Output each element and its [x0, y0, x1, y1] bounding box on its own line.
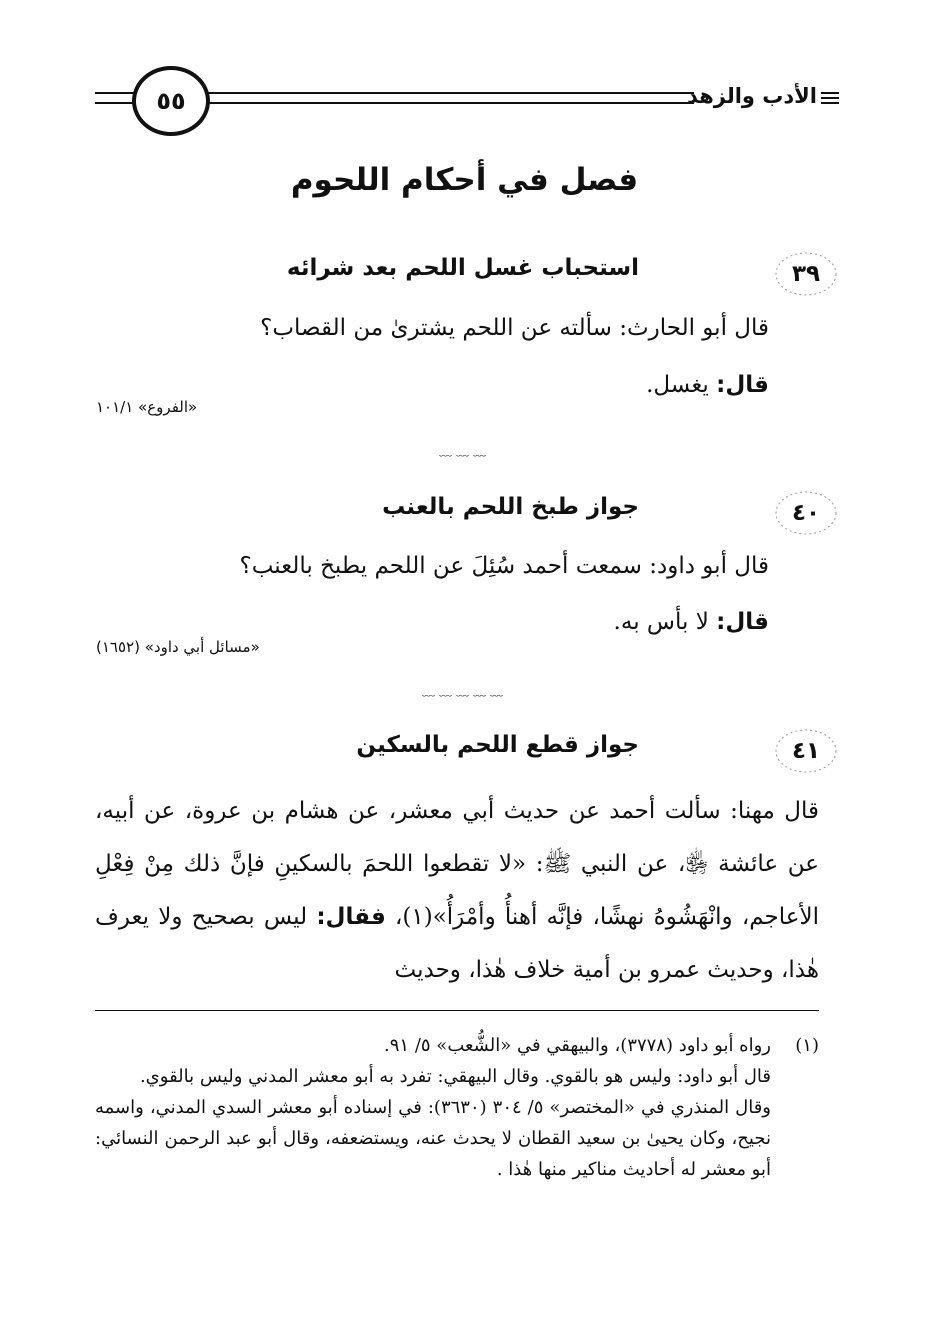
footnote-line: وقال المنذري في «المختصر» ٥/ ٣٠٤ (٣٦٣٠): في إسناده أبو معشر السدي المدني، واسمه نجيح، وكان يحيىٰ بن سعيد القطان لا يحدث عنه، ويستضعفه، وقال أبو عبد الرحمن النسائي: أبو معشر له أحاديث مناكير منها هٰذا .	[95, 1097, 772, 1180]
section-title: جواز طبخ اللحم بالعنب	[382, 494, 639, 520]
footnote-line	[95, 1030, 819, 1061]
section-heading-41	[90, 732, 819, 782]
source-citation: «الفروع» ١٠١/١	[96, 398, 198, 416]
body-paragraph	[95, 785, 819, 997]
answer-label: قال:	[716, 609, 769, 635]
paragraph-text-2: ليس بصحيح ولا يعرف هٰذا، وحديث عمرو بن أمية خلاف هٰذا، وحديث	[95, 904, 819, 983]
header-rule-left	[95, 92, 135, 104]
footnote-number: (١)	[795, 1035, 819, 1056]
ornamental-divider: ﹏﹏﹏	[438, 444, 490, 459]
footnote-separator	[95, 1010, 819, 1011]
section-number-badge: ٣٩	[773, 249, 839, 299]
header-rule	[200, 92, 694, 104]
page-number: ٥٥	[132, 66, 210, 136]
paragraph-text-1: قال مهنا: سألت أحمد عن حديث أبي معشر، عن هشام بن عروة، عن أبيه، عن عائشة ﵂، عن النبي ﷺ: «لا تقطعوا اللحمَ بالسكينِ فإنَّ ذلك مِنْ فِعْلِ الأعاجم، وانْهَشُوهُ نهشًا، فإنَّه أهنأُ وأمْرَأُ»(١)،	[95, 798, 819, 930]
section-number-badge: ٤٠	[773, 488, 839, 538]
footnote-line: قال أبو داود: وليس هو بالقوي. وقال البيهقي: تفرد به أبو معشر المدني وليس بالقوي.	[139, 1066, 771, 1087]
section-heading-39	[90, 255, 819, 305]
footnote-text: رواه أبو داود (٣٧٧٨)، والبيهقي في «الشُّعب» ٥/ ٩١.	[384, 1035, 771, 1056]
question-line: قال أبو داود: سمعت أحمد سُئِلَ عن اللحم يطبخ بالعنب؟	[239, 553, 769, 579]
question-line: قال أبو الحارث: سألته عن اللحم يشترىٰ من القصاب؟	[260, 315, 769, 341]
section-heading-40	[90, 494, 819, 544]
header-ornament	[821, 92, 839, 107]
answer-line	[614, 609, 769, 635]
running-header-title: الأدب والزهد	[687, 84, 817, 108]
answer-text: لا بأس به.	[613, 609, 709, 635]
answer-label: قال:	[716, 372, 769, 398]
answer-text: يغسل.	[646, 372, 709, 398]
section-title: استحباب غسل اللحم بعد شرائه	[286, 255, 639, 281]
source-citation: «مسائل أبي داود» (١٦٥٢)	[96, 638, 260, 656]
ornamental-divider: ﹏﹏﹏﹏﹏	[421, 684, 507, 699]
footnotes	[95, 1030, 819, 1185]
section-number-badge: ٤١	[773, 726, 839, 776]
chapter-title: فصل في أحكام اللحوم	[290, 162, 639, 198]
answer-line	[646, 372, 769, 398]
section-title: جواز قطع اللحم بالسكين	[356, 732, 639, 758]
paragraph-label: فقال:	[316, 904, 386, 930]
